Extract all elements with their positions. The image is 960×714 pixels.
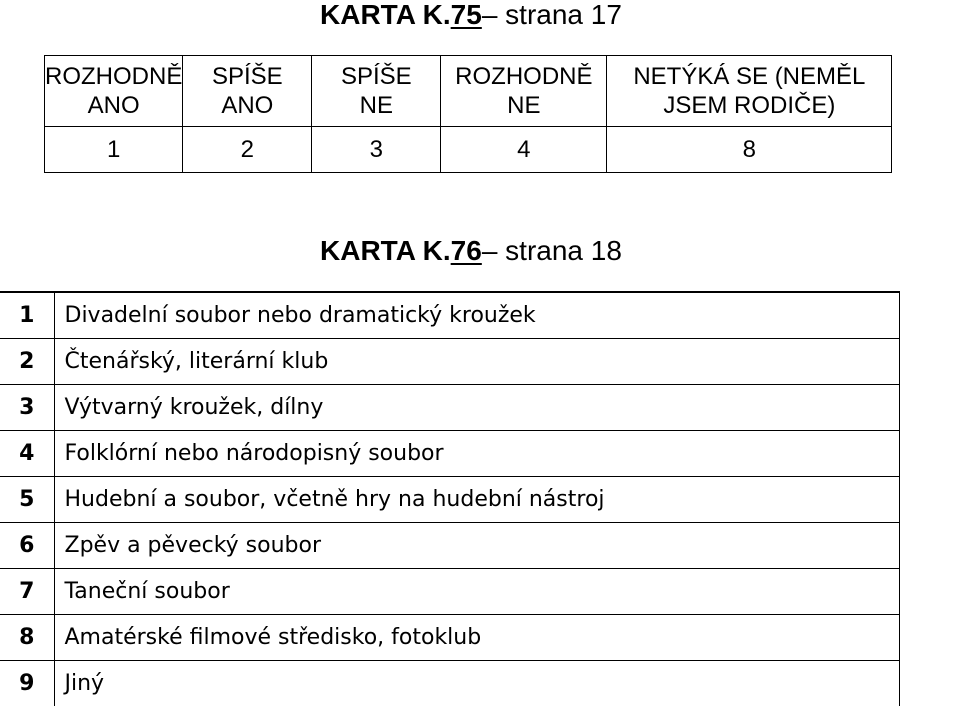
activity-code: 5	[0, 477, 54, 523]
activity-label: Taneční soubor	[54, 569, 899, 615]
activity-row	[0, 523, 899, 569]
activity-label: Jiný	[54, 661, 899, 707]
scale-header-line: ROZHODNĚ	[455, 63, 593, 90]
activity-code: 9	[0, 661, 54, 707]
scale-header-cell	[441, 56, 607, 127]
card-75-karta-label: KARTA K.	[320, 0, 451, 30]
card-76-karta-label: KARTA K.	[320, 235, 451, 266]
activity-label: Divadelní soubor nebo dramatický kroužek	[54, 292, 899, 339]
activity-list-table	[0, 291, 900, 706]
activity-code: 2	[0, 339, 54, 385]
card-76-page-label: – strana 18	[481, 235, 622, 266]
scale-code-cell: 1	[45, 127, 183, 173]
activity-row	[0, 292, 899, 339]
scale-header-line: SPÍŠE	[340, 63, 412, 90]
activity-code: 3	[0, 385, 54, 431]
scale-header-cell	[312, 56, 441, 127]
activity-label: Zpěv a pěvecký soubor	[54, 523, 899, 569]
activity-row	[0, 431, 899, 477]
scale-header-line: NETÝKÁ SE (NEMĚL	[633, 63, 866, 90]
scale-header-line: SPÍŠE	[211, 63, 283, 90]
scale-header-line: NE	[507, 92, 541, 119]
scale-header-line: ANO	[221, 92, 274, 119]
activity-code: 7	[0, 569, 54, 615]
activity-row	[0, 661, 899, 707]
activity-label: Folklórní nebo národopisný soubor	[54, 431, 899, 477]
activity-code: 4	[0, 431, 54, 477]
answer-scale-code-row	[45, 127, 892, 173]
scale-header-cell	[607, 56, 892, 127]
activity-row	[0, 615, 899, 661]
activity-label: Amatérské filmové středisko, fotoklub	[54, 615, 899, 661]
activity-row	[0, 569, 899, 615]
scale-header-line: ROZHODNĚ	[45, 63, 183, 90]
scale-header-cell	[45, 56, 183, 127]
card-76-heading	[320, 236, 622, 266]
activity-row	[0, 477, 899, 523]
card-75-page-label: – strana 17	[481, 0, 622, 30]
card-76-number: 76	[450, 235, 482, 266]
scale-header-line: ANO	[87, 92, 140, 119]
activity-code: 1	[0, 292, 54, 339]
answer-scale-header-row	[45, 56, 892, 127]
scale-code-cell: 2	[183, 127, 312, 173]
scale-header-line: NE	[359, 92, 394, 119]
scale-code-cell: 4	[441, 127, 607, 173]
card-75-heading	[320, 0, 622, 30]
activity-label: Čtenářský, literární klub	[54, 339, 899, 385]
scale-code-cell: 8	[607, 127, 892, 173]
answer-scale-table	[44, 55, 892, 173]
activity-label: Výtvarný kroužek, dílny	[54, 385, 899, 431]
activity-code: 8	[0, 615, 54, 661]
activity-row	[0, 385, 899, 431]
card-75-number: 75	[450, 0, 482, 30]
scale-header-cell	[183, 56, 312, 127]
scale-code-cell: 3	[312, 127, 441, 173]
scale-header-line: JSEM RODIČE)	[663, 92, 836, 119]
activity-label: Hudební a soubor, včetně hry na hudební nástroj	[54, 477, 899, 523]
activity-row	[0, 339, 899, 385]
activity-code: 6	[0, 523, 54, 569]
